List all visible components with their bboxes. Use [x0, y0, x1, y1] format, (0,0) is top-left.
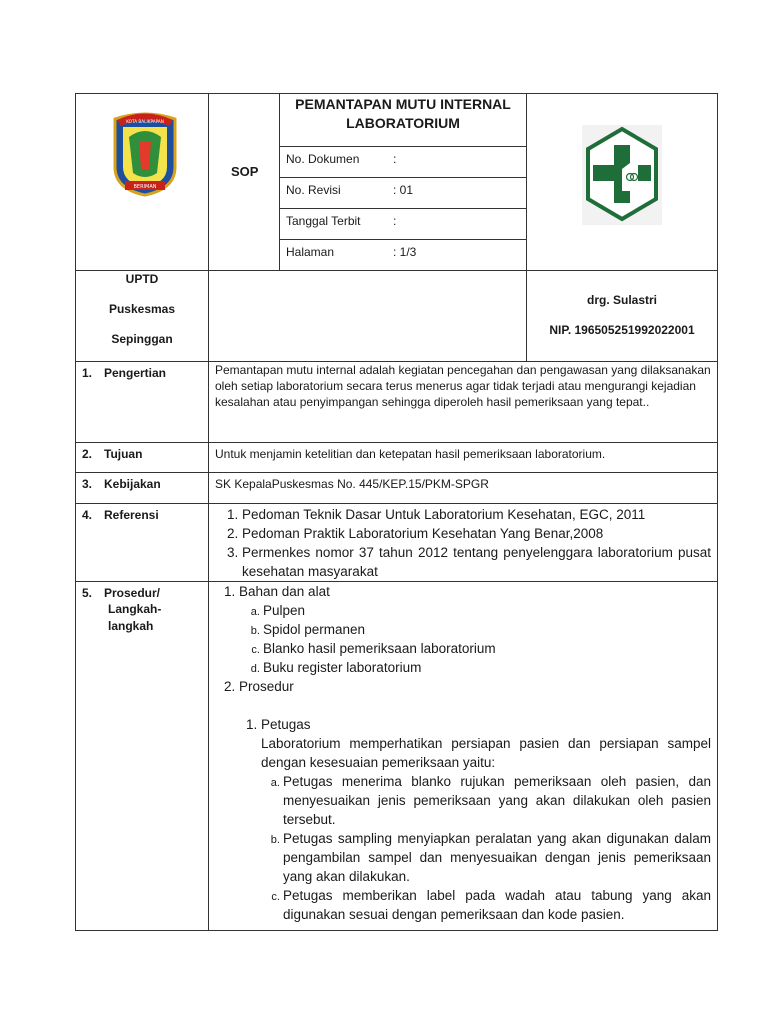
- section-body: [209, 582, 718, 931]
- org-line-puskesmas: Puskesmas: [108, 302, 176, 316]
- section-title: Pengertian: [104, 366, 167, 380]
- petugas-heading: Petugas: [261, 717, 311, 732]
- meta-key: No. Dokumen: [286, 152, 360, 166]
- meta-value: :: [393, 152, 397, 166]
- document-title: PEMANTAPAN MUTU INTERNAL LABORATORIUM: [280, 94, 526, 147]
- list-item: b. Petugas sampling menyiapkan peralatan yang akan digunakan dalam pengambilan sampel dan menyesuaikan dengan jenis pemeriksaan yang akan dilakukan.: [283, 829, 711, 886]
- city-motto-text: BERIMAN: [133, 184, 157, 190]
- procedure-list: [215, 582, 711, 924]
- section-tujuan: [76, 443, 718, 473]
- section-pengertian: [76, 362, 718, 443]
- meta-row-tanggal-terbit: [280, 209, 526, 240]
- section-kebijakan: [76, 473, 718, 504]
- petugas-intro: Laboratorium memperhatikan persiapan pasien dan persiapan sampel dengan kesesuaian pemeriksaan yaitu:: [261, 736, 711, 770]
- prosedur-heading: Prosedur: [239, 679, 294, 694]
- signatory-nip: NIP. 196505251992022001: [549, 323, 695, 337]
- blank-cell: [209, 271, 527, 362]
- section-body: Untuk menjamin ketelitian dan ketepatan hasil pemeriksaan laboratorium.: [209, 443, 718, 473]
- organization-cell: [76, 271, 209, 362]
- list-item: 2. Pedoman Praktik Laboratorium Kesehatan Yang Benar,2008: [242, 524, 711, 543]
- section-referensi: [76, 504, 718, 582]
- list-item: a. Petugas menerima blanko rujukan pemeriksaan oleh pasien, dan menyesuaikan jenis pemeriksaan yang akan dilakukan oleh pasien tersebut.: [283, 772, 711, 829]
- logo-left-cell: [76, 94, 209, 271]
- meta-key: No. Revisi: [286, 183, 341, 197]
- signatory-name: drg. Sulastri: [586, 293, 657, 307]
- list-item: [261, 715, 711, 924]
- list-item: c. Blanko hasil pemeriksaan laboratorium: [263, 639, 711, 658]
- org-line-sepinggan: Sepinggan: [111, 332, 173, 346]
- city-emblem-icon: [109, 111, 181, 197]
- section-number: 5.: [82, 586, 93, 600]
- section-number: 3.: [82, 477, 93, 491]
- reference-list: [215, 505, 711, 581]
- section-body: SK KepalaPuskesmas No. 445/KEP.15/PKM-SPGR: [209, 473, 718, 504]
- organization-row: [76, 271, 718, 362]
- bahan-list: [239, 601, 711, 677]
- section-label: [76, 473, 209, 504]
- section-label: [76, 504, 209, 582]
- list-item: a. Pulpen: [263, 601, 711, 620]
- section-title: Referensi: [104, 508, 159, 522]
- meta-key: Halaman: [286, 245, 335, 259]
- petugas-list: [239, 715, 711, 924]
- section-title: Prosedur/: [104, 586, 161, 600]
- list-item: d. Buku register laboratorium: [263, 658, 711, 677]
- section-number: 2.: [82, 447, 93, 461]
- section-label: [76, 443, 209, 473]
- meta-value: :: [393, 214, 397, 228]
- bahan-heading: Bahan dan alat: [239, 584, 330, 599]
- section-title: Kebijakan: [104, 477, 161, 491]
- list-item: [239, 582, 711, 677]
- org-line-uptd: UPTD: [125, 272, 159, 286]
- section-title: Tujuan: [104, 447, 143, 461]
- section-number: 1.: [82, 366, 93, 380]
- section-label: [76, 582, 209, 931]
- section-number: 4.: [82, 508, 93, 522]
- list-item: 1. Pedoman Teknik Dasar Untuk Laboratorium Kesehatan, EGC, 2011: [242, 505, 711, 524]
- logo-right-cell: [527, 94, 718, 271]
- section-title-line3: langkah: [108, 619, 154, 633]
- sop-label: SOP: [231, 164, 259, 179]
- list-item: b. Spidol permanen: [263, 620, 711, 639]
- meta-value: : 01: [393, 183, 414, 197]
- section-body: Pemantapan mutu internal adalah kegiatan pencegahan dan pengawasan yang dilaksanakan oleh setiap laboratorium secara terus menerus agar tidak terjadi atau mengurangi kejadian kesalahan atau penyimpangan sehingga diperoleh hasil pemeriksaan yang tepat..: [209, 362, 718, 443]
- city-emblem-text: KOTA BALIKPAPAN: [126, 119, 164, 124]
- puskesmas-logo-icon: [582, 125, 662, 225]
- section-label: [76, 362, 209, 443]
- title-meta-cell: [280, 94, 527, 271]
- sop-document: [75, 93, 717, 931]
- list-item: [239, 677, 711, 924]
- section-body: [209, 504, 718, 582]
- sop-cell: [209, 94, 280, 271]
- meta-row-no-dokumen: [280, 147, 526, 178]
- list-item: 3. Permenkes nomor 37 tahun 2012 tentang penyelenggara laboratorium pusat kesehatan masyarakat: [242, 543, 711, 581]
- signatory-cell: [527, 271, 718, 362]
- list-item: c. Petugas memberikan label pada wadah atau tabung yang akan digunakan sesuai dengan pemeriksaan dan kode pasien.: [283, 886, 711, 924]
- sop-table: [75, 93, 718, 931]
- meta-row-no-revisi: [280, 178, 526, 209]
- meta-value: : 1/3: [393, 245, 417, 259]
- section-title-line2: Langkah-: [108, 602, 162, 616]
- section-prosedur: [76, 582, 718, 931]
- meta-row-halaman: [280, 240, 526, 270]
- meta-key: Tanggal Terbit: [286, 214, 361, 228]
- header-row: [76, 94, 718, 271]
- petugas-steps: [261, 772, 711, 924]
